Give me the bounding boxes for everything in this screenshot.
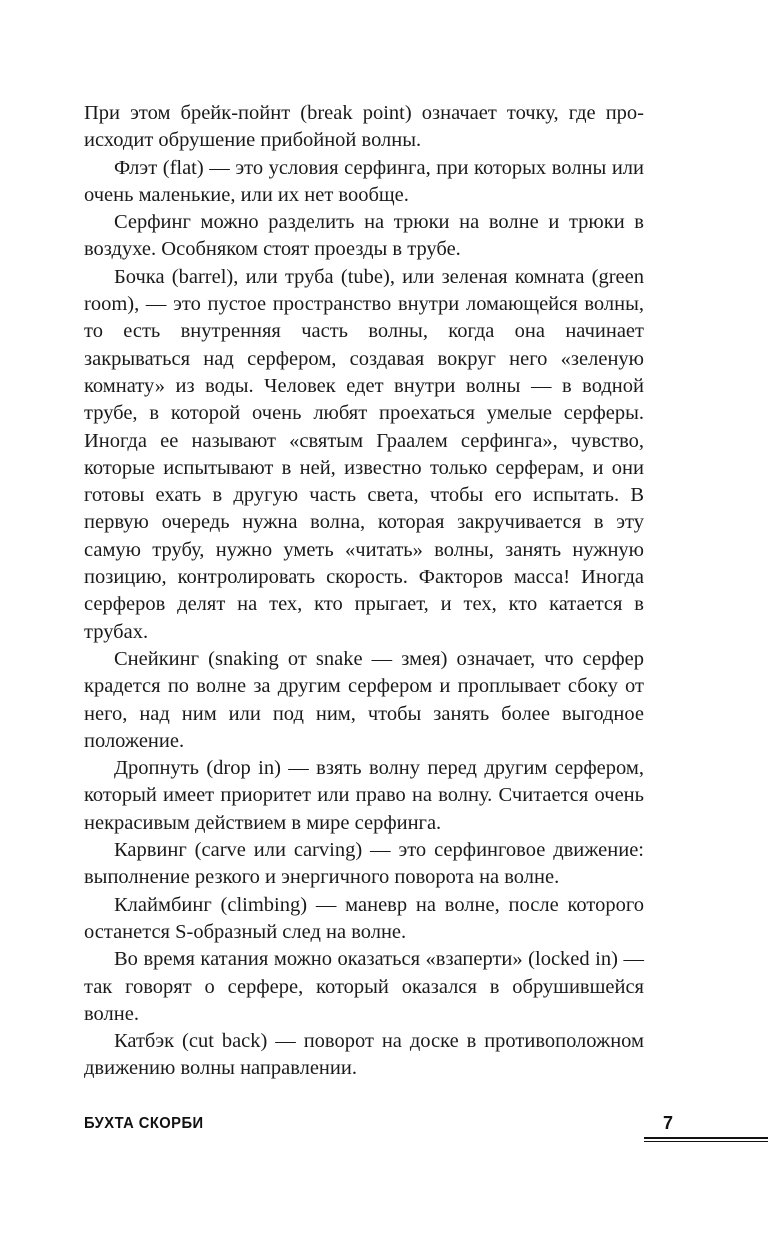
paragraph-break-point: При этом брейк-пойнт (break point) означает точку, где происходит обрушение прибойной волны. <box>84 102 644 152</box>
paragraph-tricks: Серфинг можно разделить на трюки на волне и трюки в воздухе. Особняком стоят проезды в трубе. <box>84 211 644 261</box>
paragraph-barrel: Бочка (barrel), или труба (tube), или зеленая комната (green room), — это пустое пространство внутри ломающейся волны, то есть внутренняя часть волны, когда она начинает закрываться над серфером, создавая вокруг него «зеленую комнату» из воды. Человек едет внутри волны — в водной трубе, в которой очень любят проехаться умелые серферы. Иногда ее называют «святым Граалем серфинга», чувство, которые испытывают в ней, известно только серферам, и они готовы ехать в другую часть света, чтобы его испытать. В первую очередь нужна волна, которая закручивается в эту самую трубу, нужно уметь «читать» волны, занять нужную позицию, контролировать скорость. Факторов масса! Иногда серферов делят на тех, кто прыгает, и тех, кто катается в трубах. <box>84 265 644 643</box>
paragraph-locked-in: Во время катания можно оказаться «взаперти» (locked in) — так говорят о серфере, который оказался в обрушившейся волне. <box>84 948 644 1025</box>
paragraph-drop-in: Дропнуть (drop in) — взять волну перед другим серфером, который имеет приоритет или право на волну. Считается очень некрасивым действием в мире серфинга. <box>84 757 644 834</box>
paragraph-cut-back: Катбэк (cut back) — поворот на доске в противоположном движению волны направлении. <box>84 1030 644 1080</box>
paragraph-climbing: Клаймбинг (climbing) — маневр на волне, после которого останется S-образный след на волне. <box>84 893 644 943</box>
page-number: 7 <box>662 1113 673 1133</box>
footer-rule-thin <box>644 1141 768 1142</box>
page-body-text <box>84 100 644 1083</box>
running-footer-title: БУХТА СКОРБИ <box>84 1115 204 1132</box>
footer-rule-thick <box>644 1137 768 1139</box>
paragraph-carving: Карвинг (carve или carving) — это серфинговое движение: выполнение резкого и энергичного поворота на волне. <box>84 839 644 889</box>
paragraph-snaking: Снейкинг (snaking от snake — змея) означает, что серфер крадется по волне за другим серфером и проплывает сбоку от него, над ним или под ним, чтобы занять более выгодное положение. <box>84 647 644 752</box>
paragraph-flat: Флэт (flat) — это условия серфинга, при которых волны или очень маленькие, или их нет вообще. <box>84 156 644 206</box>
